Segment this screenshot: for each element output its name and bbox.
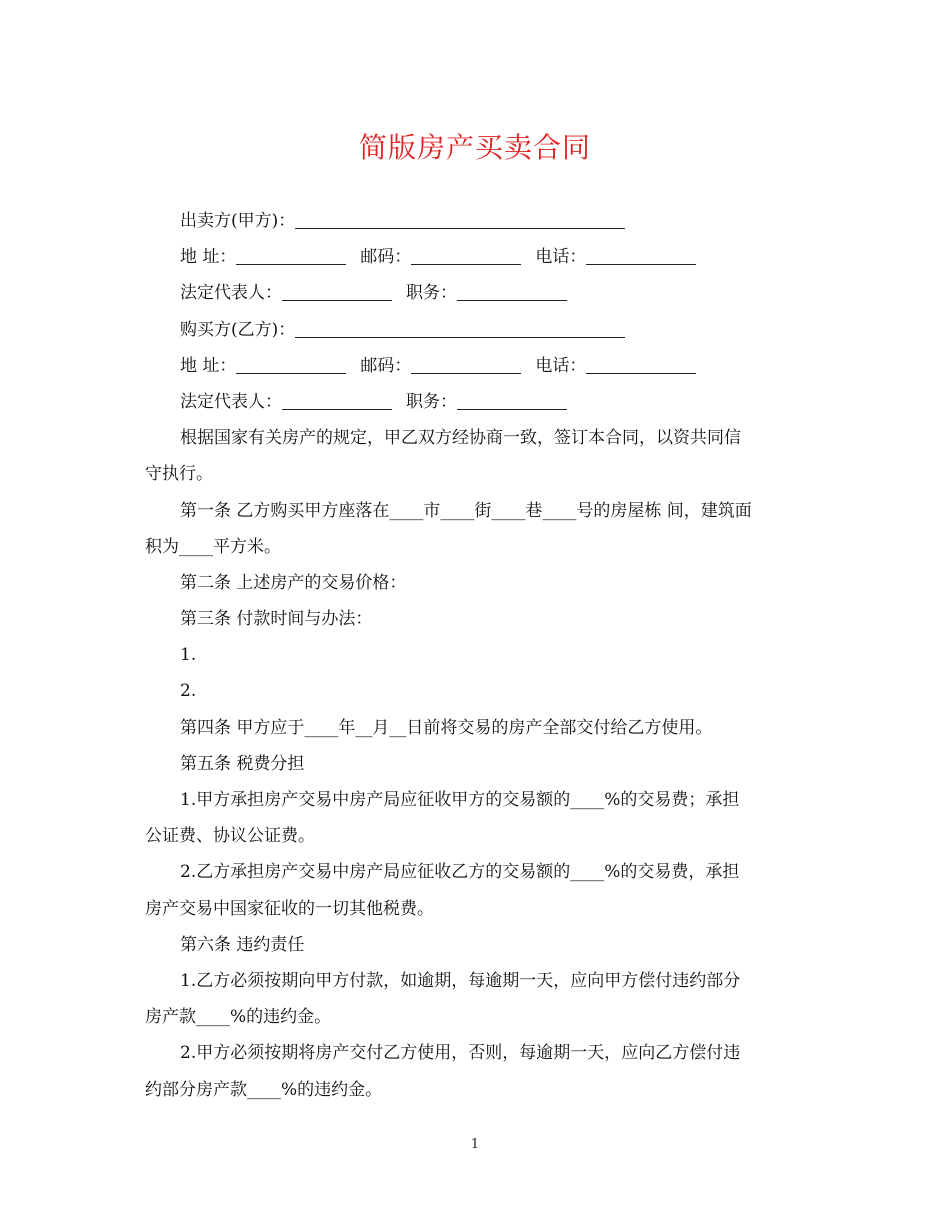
legal-rep-label: 法定代表人： [180, 391, 282, 412]
position-blank [457, 392, 567, 410]
seller-contact-line [145, 239, 805, 275]
phone-label: 电话： [535, 247, 587, 268]
phone-blank [586, 356, 696, 374]
article6-2-line-2: 约部分房产款____%的违约金。 [145, 1079, 383, 1100]
article5-1-line-1: 1.甲方承担房产交易中房产局应征收甲方的交易额的____%的交易费；承担 [180, 790, 740, 810]
address-blank [236, 247, 346, 265]
address-label: 地 址： [180, 355, 237, 376]
article5-2-line-2: 房产交易中国家征收的一切其他税费。 [145, 898, 434, 919]
article5: 第五条 税费分担 [180, 753, 305, 774]
payment-item-2: 2. [180, 681, 197, 702]
buyer-label: 购买方(乙方)： [180, 319, 296, 340]
article6: 第六条 违约责任 [180, 934, 305, 955]
seller-name-blank [295, 211, 625, 229]
article5-1-line-2: 公证费、协议公证费。 [145, 826, 315, 847]
payment-item-1: 1. [180, 645, 197, 666]
seller-label: 出卖方(甲方)： [180, 211, 296, 231]
page-title: 简版房产买卖合同 [358, 131, 591, 164]
article6-1-line-2: 房产款____%的违约金。 [145, 1007, 332, 1028]
postcode-label: 邮码： [360, 355, 412, 376]
seller-line [145, 203, 805, 239]
article5-2-line-1: 2.乙方承担房产交易中房产局应征收乙方的交易额的____%的交易费，承担 [180, 862, 740, 883]
preamble-line-2: 守执行。 [145, 464, 213, 485]
position-blank [457, 283, 567, 301]
article2: 第二条 上述房产的交易价格： [180, 572, 407, 593]
postcode-blank [411, 247, 521, 265]
postcode-label: 邮码： [360, 247, 412, 268]
buyer-contact-line [145, 348, 805, 384]
address-label: 地 址： [180, 247, 237, 268]
article1-line-1: 第一条 乙方购买甲方座落在____市____街____巷____号的房屋栋 间，建筑面 [180, 500, 752, 521]
postcode-blank [411, 356, 521, 374]
legal-rep-blank [282, 392, 392, 410]
buyer-line [145, 312, 805, 348]
seller-rep-line [145, 275, 805, 311]
phone-label: 电话： [535, 355, 587, 376]
position-label: 职务： [406, 391, 457, 412]
article1-line-2: 积为____平方米。 [145, 536, 281, 557]
address-blank [236, 356, 346, 374]
legal-rep-label: 法定代表人： [180, 283, 282, 304]
position-label: 职务： [406, 283, 457, 304]
contract-body [145, 203, 805, 1108]
preamble-line-1: 根据国家有关房产的规定，甲乙双方经协商一致，签订本合同，以资共同信 [180, 428, 741, 449]
phone-blank [586, 247, 696, 265]
buyer-name-blank [295, 320, 625, 338]
legal-rep-blank [282, 283, 392, 301]
article6-1-line-1: 1.乙方必须按期向甲方付款，如逾期，每逾期一天，应向甲方偿付违约部分 [180, 970, 741, 991]
page-number: 1 [470, 1137, 480, 1152]
article6-2-line-1: 2.甲方必须按期将房产交付乙方使用，否则，每逾期一天，应向乙方偿付违 [180, 1043, 741, 1064]
buyer-rep-line [145, 384, 805, 420]
article4: 第四条 甲方应于____年__月__日前将交易的房产全部交付给乙方使用。 [180, 717, 713, 738]
article3: 第三条 付款时间与办法： [180, 609, 373, 630]
